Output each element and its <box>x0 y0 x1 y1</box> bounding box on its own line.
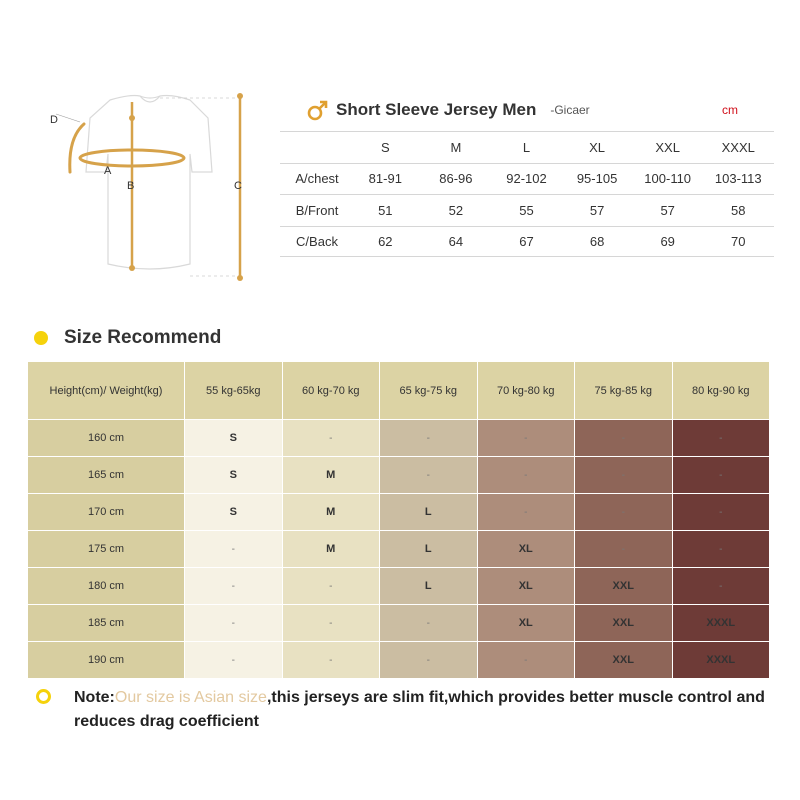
table-row <box>280 226 774 258</box>
table-cell: 92-102 <box>506 171 547 187</box>
size-cell: XL <box>478 568 575 604</box>
size-cell: S <box>185 457 282 493</box>
table-cell: 100-110 <box>644 171 692 187</box>
size-cell: XL <box>478 605 575 641</box>
size-cell: XXXL <box>673 605 770 641</box>
size-cell: - <box>575 457 672 493</box>
size-header: L <box>522 139 531 155</box>
size-header: XL <box>589 139 606 155</box>
label-c: C <box>234 180 242 192</box>
size-cell: - <box>185 605 282 641</box>
size-cell: - <box>380 605 477 641</box>
table-row <box>280 194 774 226</box>
note-section <box>36 686 766 734</box>
weight-header: 55 kg-65kg <box>185 362 282 419</box>
table-cell: 68 <box>589 233 605 249</box>
size-cell: - <box>575 531 672 567</box>
size-header: XXXL <box>721 139 755 155</box>
height-label: 165 cm <box>28 457 184 493</box>
bullet-dot-icon <box>34 331 48 345</box>
grid-header-row <box>28 362 774 419</box>
grid-row <box>28 568 774 604</box>
size-recommend-grid <box>28 362 774 679</box>
note-text <box>74 686 766 734</box>
size-cell: - <box>478 457 575 493</box>
size-cell: XXXL <box>673 642 770 678</box>
size-chart-title: Short Sleeve Jersey Men <box>336 100 537 119</box>
size-cell: - <box>185 568 282 604</box>
table-cell: 86-96 <box>439 171 473 187</box>
table-cell: 67 <box>519 233 534 249</box>
size-cell: - <box>380 642 477 678</box>
grid-row <box>28 457 774 493</box>
table-cell: 69 <box>660 233 675 249</box>
height-label: 160 cm <box>28 420 184 456</box>
row-label: A/chest <box>295 171 339 187</box>
table-row <box>280 163 774 195</box>
size-cell: - <box>673 420 770 456</box>
table-cell: 55 <box>519 202 534 218</box>
size-cell: - <box>673 568 770 604</box>
height-label: 175 cm <box>28 531 184 567</box>
size-cell: - <box>380 420 477 456</box>
size-measurement-table <box>280 131 774 257</box>
size-cell: - <box>575 420 672 456</box>
table-header-row <box>280 131 774 163</box>
table-cell: 51 <box>378 202 393 218</box>
size-cell: - <box>478 642 575 678</box>
size-cell: L <box>380 531 477 567</box>
size-cell: XL <box>478 531 575 567</box>
row-label: B/Front <box>295 202 339 218</box>
size-cell: - <box>478 494 575 530</box>
size-cell: - <box>283 568 380 604</box>
recommend-title: Size Recommend <box>64 327 222 348</box>
table-cell: 57 <box>660 202 675 218</box>
height-label: 185 cm <box>28 605 184 641</box>
size-cell: - <box>185 531 282 567</box>
size-chart-header <box>306 96 590 124</box>
size-cell: - <box>283 605 380 641</box>
size-cell: XXL <box>575 568 672 604</box>
size-cell: XXL <box>575 605 672 641</box>
note-prefix: Note: <box>74 689 115 706</box>
note-highlight: Our size is Asian size <box>114 689 267 706</box>
label-b: B <box>127 180 135 192</box>
brand-name: -Gicaer <box>550 103 590 117</box>
recommend-heading <box>34 327 221 349</box>
size-cell: M <box>283 494 380 530</box>
grid-row <box>28 420 774 456</box>
height-label: 190 cm <box>28 642 184 678</box>
male-symbol-icon <box>306 98 330 122</box>
grid-row <box>28 494 774 530</box>
row-label: C/Back <box>296 233 338 249</box>
grid-row <box>28 642 774 678</box>
size-cell: - <box>185 642 282 678</box>
unit-label: cm <box>722 103 738 117</box>
table-cell: 103-113 <box>714 171 762 187</box>
size-cell: XXL <box>575 642 672 678</box>
grid-row <box>28 605 774 641</box>
size-cell: - <box>380 457 477 493</box>
table-cell: 70 <box>731 233 746 249</box>
size-cell: S <box>185 420 282 456</box>
weight-header: 60 kg-70 kg <box>283 362 380 419</box>
size-header: M <box>450 139 462 155</box>
note-body: ,this jerseys are slim fit,which provides better muscle control and reduces drag coefficient <box>74 689 765 730</box>
size-header: S <box>380 139 390 155</box>
size-cell: S <box>185 494 282 530</box>
jersey-outline-icon <box>40 88 260 288</box>
weight-header: 65 kg-75 kg <box>380 362 477 419</box>
size-cell: M <box>283 457 380 493</box>
size-cell: L <box>380 494 477 530</box>
label-d: D <box>50 114 58 126</box>
table-cell: 62 <box>378 233 393 249</box>
grid-row <box>28 531 774 567</box>
size-cell: - <box>673 457 770 493</box>
table-cell: 81-91 <box>368 171 402 187</box>
jersey-diagram <box>40 88 260 288</box>
height-label: 170 cm <box>28 494 184 530</box>
size-cell: L <box>380 568 477 604</box>
size-header: XXL <box>655 139 680 155</box>
table-cell: 52 <box>448 202 464 218</box>
height-label: 180 cm <box>28 568 184 604</box>
size-cell: - <box>673 531 770 567</box>
size-cell: - <box>478 420 575 456</box>
size-cell: M <box>283 531 380 567</box>
table-cell: 95-105 <box>576 171 618 187</box>
table-cell: 57 <box>589 202 605 218</box>
weight-header: 75 kg-85 kg <box>575 362 672 419</box>
size-cell: - <box>283 420 380 456</box>
size-cell: - <box>673 494 770 530</box>
label-a: A <box>104 165 112 177</box>
table-cell: 64 <box>448 233 464 249</box>
size-cell: - <box>283 642 380 678</box>
table-cell: 58 <box>731 202 746 218</box>
weight-header: 80 kg-90 kg <box>673 362 770 419</box>
grid-corner-header: Height(cm)/ Weight(kg) <box>28 362 184 419</box>
size-cell: - <box>575 494 672 530</box>
bullet-ring-icon <box>36 689 51 704</box>
weight-header: 70 kg-80 kg <box>478 362 575 419</box>
